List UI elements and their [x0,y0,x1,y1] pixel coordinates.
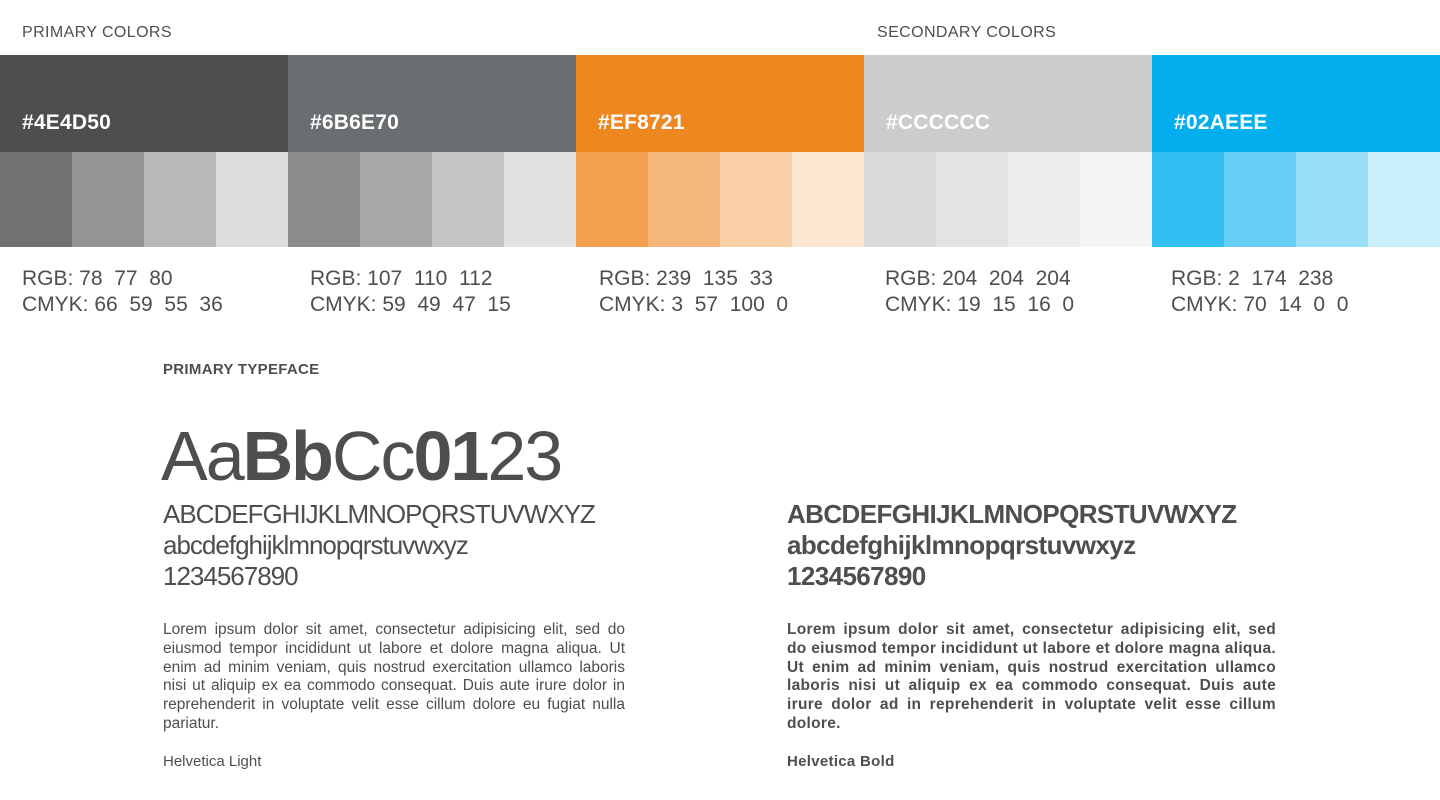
rgb-value: RGB: 204 204 204 [885,267,1071,290]
bold-uppercase: ABCDEFGHIJKLMNOPQRSTUVWXYZ [787,499,1237,529]
color-values-5 [1152,266,1440,318]
rgb-value: RGB: 107 110 112 [310,267,493,290]
swatch-3 [576,55,864,247]
tint-3 [432,152,504,247]
swatch-main-color [576,55,864,152]
bold-glyph-set [787,499,1237,592]
color-values-2 [288,266,576,318]
cmyk-value: CMYK: 66 59 55 36 [22,293,223,316]
tint-row [288,152,576,247]
light-lowercase: abcdefghijklmnopqrstuvwxyz [163,530,468,560]
tint-4 [216,152,288,247]
swatch-2 [288,55,576,247]
specimen-bold-bb: Bb [242,417,332,495]
color-values-3 [576,266,864,318]
tint-2 [360,152,432,247]
color-values [0,266,1440,318]
swatch-hex-label: #6B6E70 [310,111,399,134]
typeface-specimen [161,414,561,498]
light-sample-paragraph: Lorem ipsum dolor sit amet, consectetur adipisicing elit, sed do eiusmod tempor incididunt ut labore et dolore magna aliqua. Ut enim ad minim veniam, quis nostrud exercitation ullamco laboris nisi ut aliquip ex ea commodo consequat. Duis aute irure dolor in reprehenderit in voluptate velit esse cillum dolore eu fugiat nulla pariatur. [163,621,625,732]
tint-2 [936,152,1008,247]
cmyk-value: CMYK: 19 15 16 0 [885,293,1075,316]
tint-3 [1008,152,1080,247]
tint-3 [1296,152,1368,247]
tint-3 [144,152,216,247]
tint-row [576,152,864,247]
rgb-value: RGB: 239 135 33 [599,267,773,290]
swatch-main-color [0,55,288,152]
swatch-hex-label: #CCCCCC [886,111,991,134]
tint-1 [576,152,648,247]
specimen-light-23: 23 [487,417,562,495]
light-font-name: Helvetica Light [163,753,262,770]
swatch-main-color [288,55,576,152]
swatch-1 [0,55,288,247]
color-values-1 [0,266,288,318]
primary-colors-heading: PRIMARY COLORS [22,24,172,41]
cmyk-value: CMYK: 3 57 100 0 [599,293,789,316]
swatch-5 [1152,55,1440,247]
tint-1 [0,152,72,247]
tint-2 [648,152,720,247]
specimen-light-aa: Aa [161,417,243,495]
swatch-hex-label: #EF8721 [598,111,685,134]
rgb-value: RGB: 2 174 238 [1171,267,1334,290]
swatch-hex-label: #02AEEE [1174,111,1268,134]
tint-4 [504,152,576,247]
tint-1 [1152,152,1224,247]
tint-4 [1368,152,1440,247]
secondary-colors-heading: SECONDARY COLORS [877,24,1057,41]
swatch-4 [864,55,1152,247]
cmyk-value: CMYK: 59 49 47 15 [310,293,511,316]
tint-3 [720,152,792,247]
swatch-main-color [1152,55,1440,152]
tint-row [864,152,1152,247]
tint-row [0,152,288,247]
tint-1 [864,152,936,247]
bold-sample-paragraph: Lorem ipsum dolor sit amet, consectetur adipisicing elit, sed do eiusmod tempor incididunt ut labore et dolore magna aliqua. Ut enim ad minim veniam, quis nostrud exercitation ullamco laboris nisi ut aliquip ex ea commodo consequat. Duis aute irure dolor ad in reprehenderit in voluptate velit esse cillum dolore. [787,621,1276,732]
tint-4 [1080,152,1152,247]
bold-lowercase: abcdefghijklmnopqrstuvwxyz [787,530,1136,560]
light-digits: 1234567890 [163,561,298,591]
light-uppercase: ABCDEFGHIJKLMNOPQRSTUVWXYZ [163,499,595,529]
specimen-bold-01: 01 [413,417,488,495]
tint-2 [72,152,144,247]
color-palette [0,55,1440,247]
bold-digits: 1234567890 [787,561,926,591]
rgb-value: RGB: 78 77 80 [22,267,173,290]
tint-4 [792,152,864,247]
cmyk-value: CMYK: 70 14 0 0 [1171,293,1349,316]
tint-2 [1224,152,1296,247]
tint-1 [288,152,360,247]
tint-row [1152,152,1440,247]
swatch-main-color [864,55,1152,152]
light-glyph-set [163,499,595,592]
bold-font-name: Helvetica Bold [787,753,895,770]
specimen-light-cc: Cc [331,417,414,495]
color-values-4 [864,266,1152,318]
swatch-hex-label: #4E4D50 [22,111,111,134]
primary-typeface-heading: PRIMARY TYPEFACE [163,361,320,378]
